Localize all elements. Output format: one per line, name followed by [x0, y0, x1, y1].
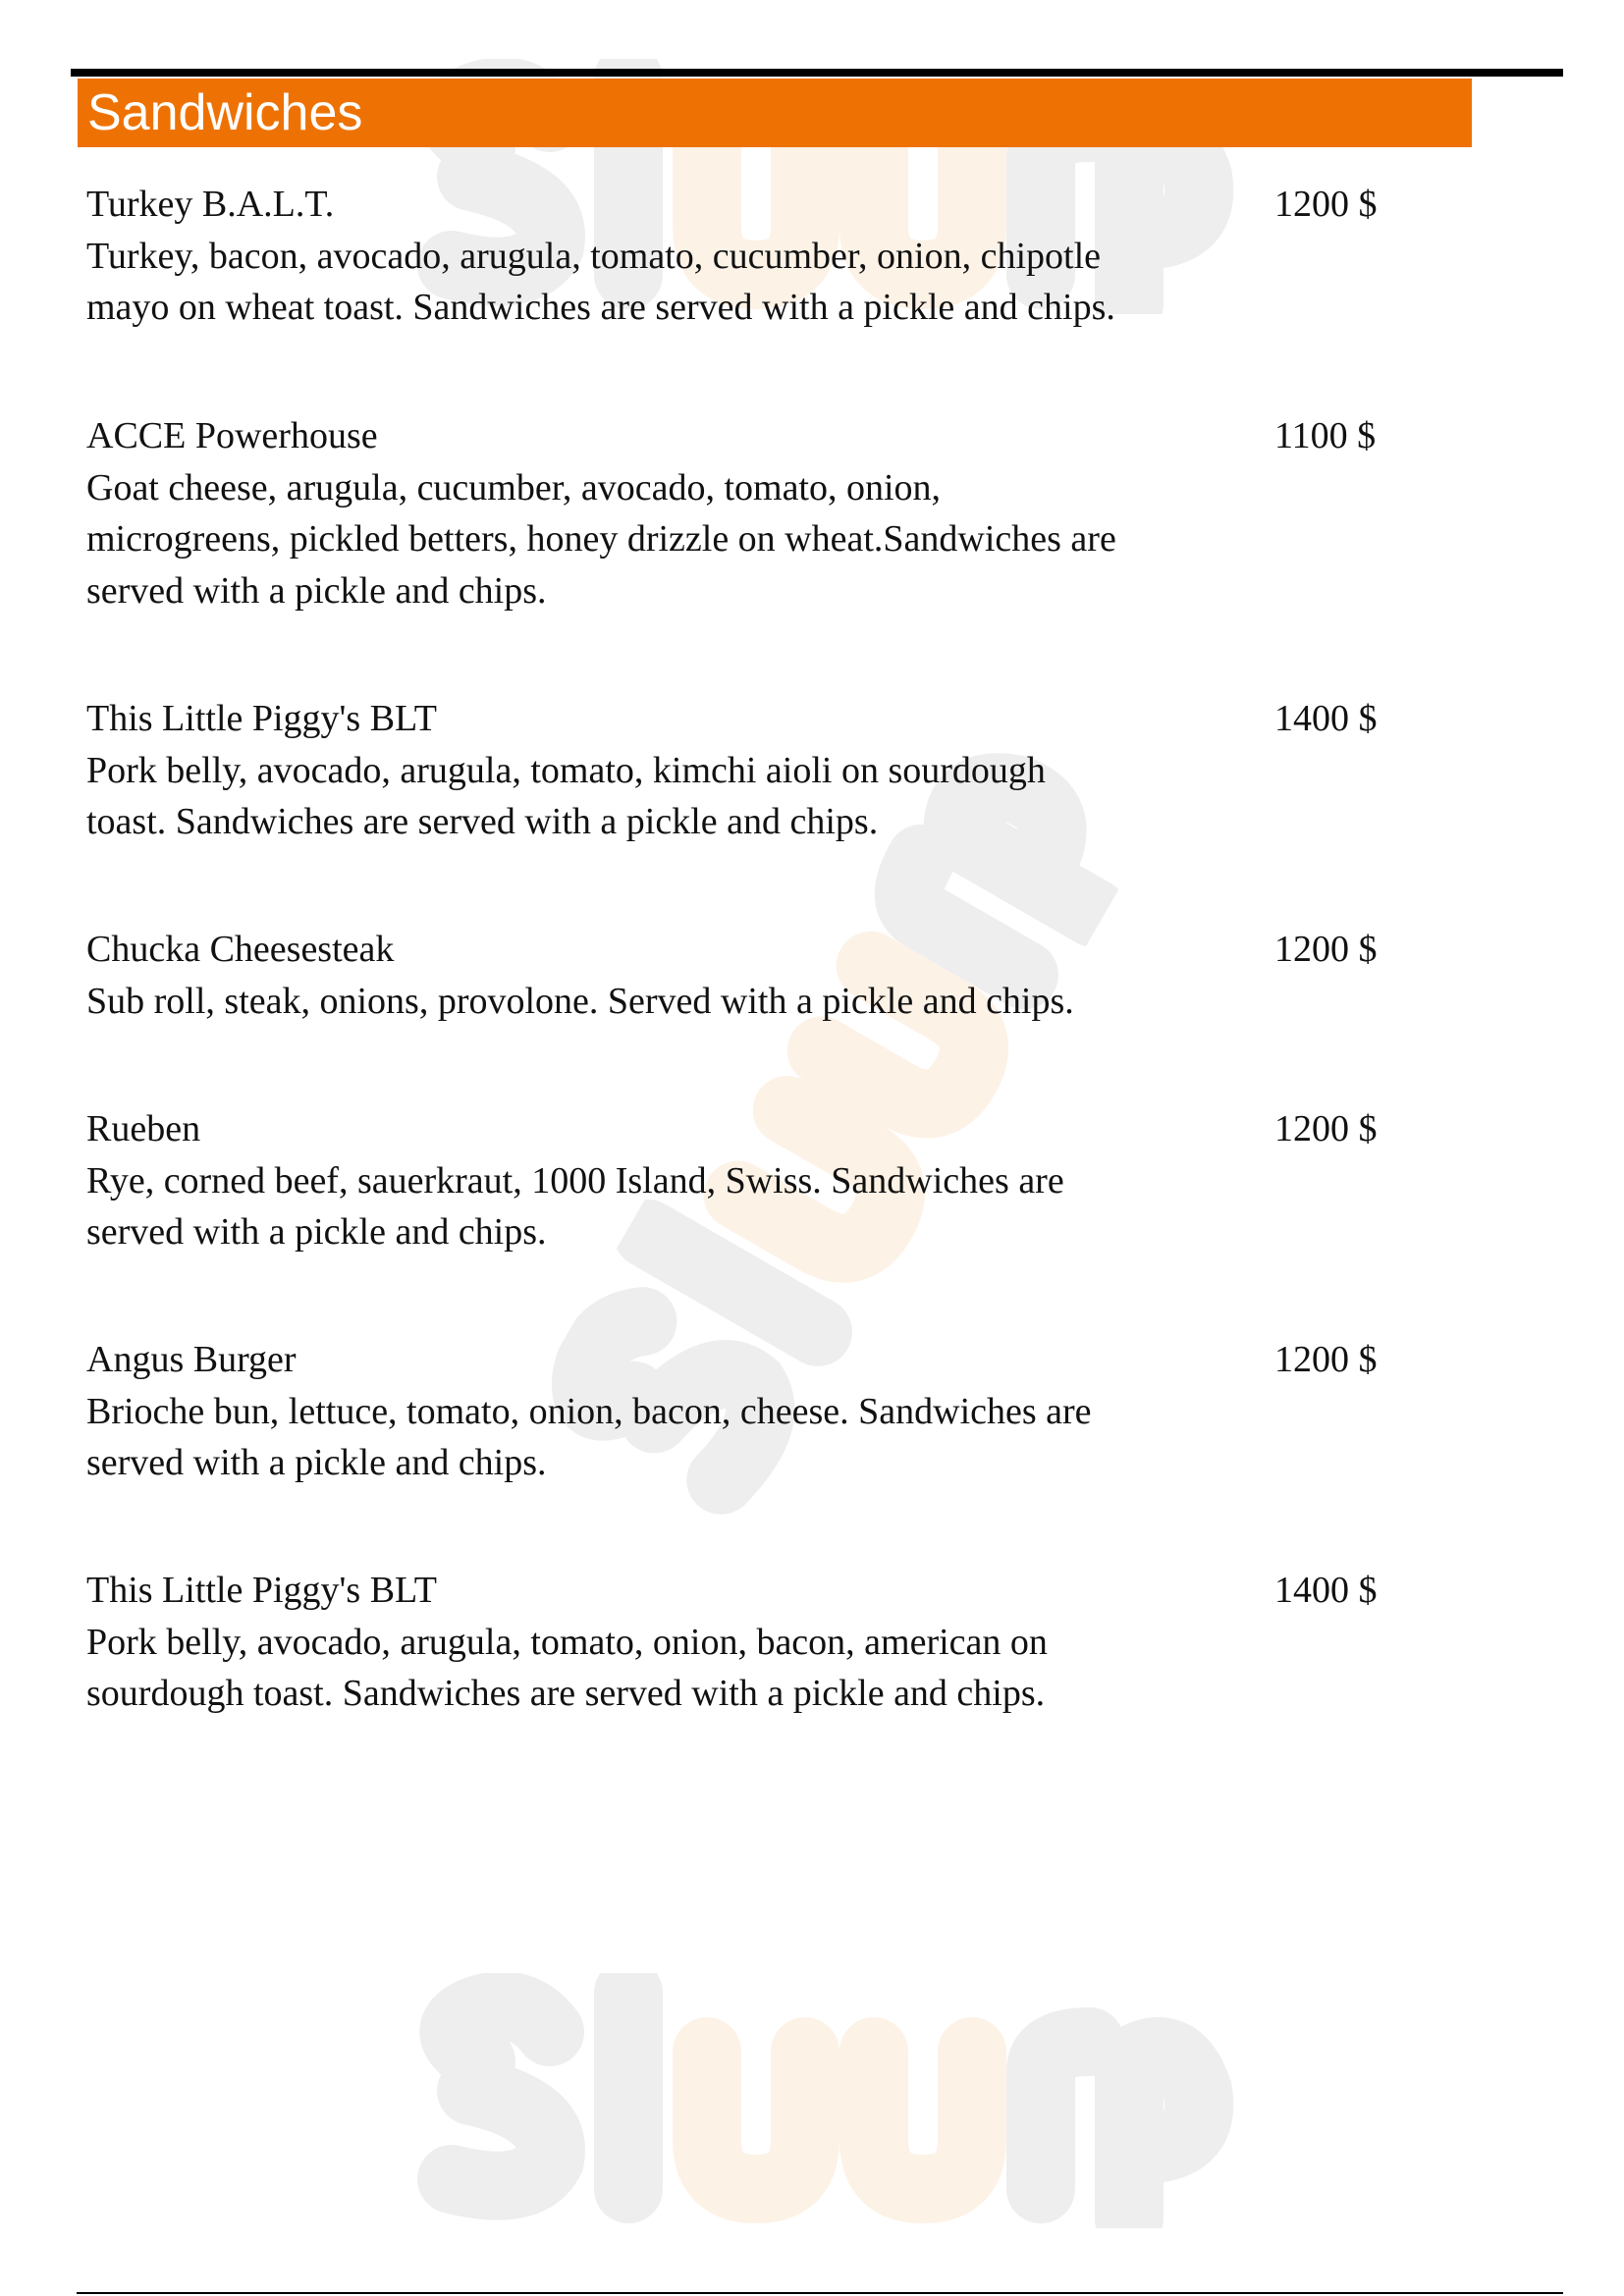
item-desc-line: Rye, corned beef, sauerkraut, 1000 Island, Swiss. Sandwiches are [86, 1159, 1064, 1201]
item-price: 1200 $ [1274, 1339, 1378, 1380]
item-name: Angus Burger [86, 1339, 297, 1380]
item-desc-line: mayo on wheat toast. Sandwiches are served with a pickle and chips. [86, 287, 1115, 328]
item-price: 1100 $ [1274, 415, 1377, 456]
menu-item [86, 1334, 1402, 1489]
menu-item [86, 924, 1402, 1027]
item-desc-line: sourdough toast. Sandwiches are served with a pickle and chips. [86, 1673, 1046, 1714]
item-desc-line: microgreens, pickled betters, honey drizzle on wheat.Sandwiches are [86, 518, 1116, 560]
item-desc-line: Sub roll, steak, onions, provolone. Served with a pickle and chips. [86, 980, 1074, 1022]
item-desc-line: toast. Sandwiches are served with a pickle and chips. [86, 801, 879, 842]
item-price: 1200 $ [1274, 1108, 1378, 1149]
item-name: Chucka Cheesesteak [86, 929, 395, 970]
item-name: Turkey B.A.L.T. [86, 184, 335, 225]
item-price: 1200 $ [1274, 929, 1378, 970]
menu-item [86, 1103, 1402, 1258]
section-header [78, 79, 1472, 147]
item-price: 1400 $ [1274, 1570, 1378, 1611]
item-name: This Little Piggy's BLT [86, 698, 437, 739]
menu-item [86, 1565, 1402, 1720]
item-desc-line: served with a pickle and chips. [86, 1211, 547, 1253]
item-desc-line: Turkey, bacon, avocado, arugula, tomato, cucumber, onion, chipotle [86, 235, 1101, 277]
top-rule [71, 69, 1563, 77]
item-price: 1400 $ [1274, 698, 1378, 739]
item-desc-line: Brioche bun, lettuce, tomato, onion, bacon, cheese. Sandwiches are [86, 1390, 1092, 1432]
menu-item [86, 179, 1402, 334]
item-desc-line: served with a pickle and chips. [86, 569, 547, 612]
item-desc-line: Pork belly, avocado, arugula, tomato, kimchi aioli on sourdough [86, 749, 1046, 791]
item-desc-line: Goat cheese, arugula, cucumber, avocado, tomato, onion, [86, 466, 942, 508]
menu-item [86, 410, 1402, 616]
item-name: ACCE Powerhouse [86, 415, 378, 456]
item-name: This Little Piggy's BLT [86, 1570, 437, 1611]
slurrpy-logo-icon [412, 1973, 1257, 2228]
item-price: 1200 $ [1274, 184, 1378, 225]
menu-item [86, 693, 1402, 848]
watermark-logo-bottom [412, 1973, 1257, 2228]
item-name: Rueben [86, 1108, 201, 1149]
section-title: Sandwiches [87, 84, 363, 141]
item-desc-line: served with a pickle and chips. [86, 1442, 547, 1483]
bottom-rule [77, 2292, 1563, 2294]
item-desc-line: Pork belly, avocado, arugula, tomato, onion, bacon, american on [86, 1621, 1048, 1663]
